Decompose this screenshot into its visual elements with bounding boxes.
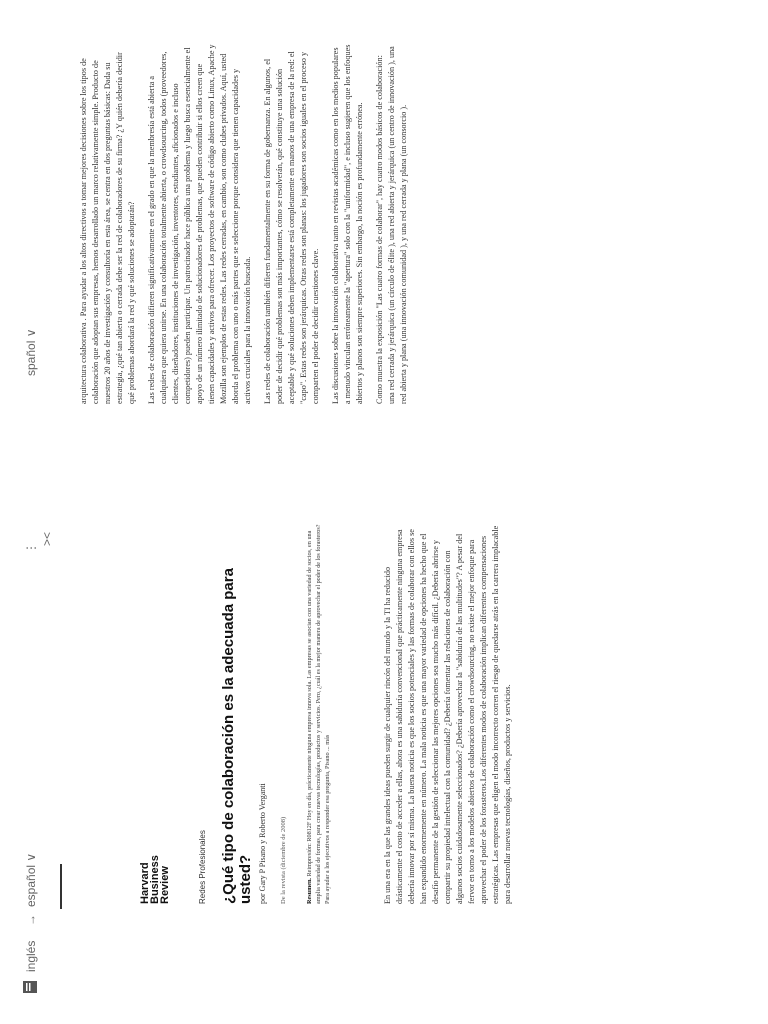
paragraph: Las discusiones sobre la innovación colaborativa tanto en revistas académicas como en los medios populares a menudo vinculan erróneamente la "apertura" solo con la "uniformidad", e incluso sugieren que los enfoques abiertos y planos son siempre superiores. Sin embargo, la noción es profundamente errónea.	[331, 44, 364, 404]
page-language-select[interactable]: spañol ∨	[24, 328, 38, 376]
article-summary: Resumen. Reimpresión: R0812F Hoy en día, prácticamente ninguna empresa innova sola. Las empresas se asocian con una variedad de socios, en una amplia variedad de formas, para crear nuevas tecnologías, productos y servicios. Pero, ¿cuál es la mejor manera de aprovechar el poder de los forasteros? Para ayudar a los ejecutivos a responder esa pregunta, Pisano ... más	[306, 524, 331, 904]
menu-icon[interactable]: ⋮	[24, 542, 38, 554]
document-icon	[22, 980, 38, 994]
right-page	[78, 44, 418, 404]
article-reference: De la revista (diciembre de 2008)	[280, 816, 287, 904]
hbr-logo: Harvard Business Review	[139, 855, 171, 904]
source-language[interactable]: inglés	[24, 940, 38, 972]
article-authors: por Gary P Pisano y Roberto Verganti	[258, 783, 267, 904]
series-label: Redes Profesionales	[198, 830, 207, 904]
article-title: ¿Qué tipo de colaboración es la adecuada para usted?	[220, 568, 254, 904]
paragraph: Las redes de colaboración también difieren fundamentalmente en su forma de gobernanza. En algunos, el poder de decidir qué problemas son más importantes, cómo se resolverán, qué constituye una solución aceptable y qué soluciones deben implementarse está completamente en manos de una empresa de la red: el "capo". Estas redes son jerárquicas. Otras redes son planas: los jugadores son socios iguales en el proceso y comparten el poder de decidir cuestiones clave.	[263, 51, 320, 404]
paragraph: Las redes de colaboración difieren significativamente en el grado en que la membresía está abierta a cualquiera que quiera unirse. En una colaboración totalmente abierta, o crowdsourcing, todos (proveedores, clientes, diseñadores, instituciones de investigación, inventores, estudiantes, aficionados e incluso competidores) pueden participar. Un patrocinador hace pública una problema y luego busca esencialmente el apoyo de un número ilimitado de solucionadores de problemas, que pueden contribuir si ellos creen que tienen capacidades y activos para ofrecer. Los proyectos de software de código abierto como Linux, Apache y Mozilla son ejemplos de estas redes. Las redes cerradas, en cambio, son como clubes privados. Aquí, usted aborda el problema con uno o más partes que se seleccione porque considera que tienen capacidades y activos cruciales para la innovación buscada.	[147, 44, 252, 404]
translation-toolbar	[0, 0, 70, 1024]
target-language-select[interactable]: español ∨	[24, 852, 38, 907]
active-language-underline	[60, 864, 62, 909]
paragraph: arquitectura colaborativa . Para ayudar a los altos directivos a tomar mejores decisiones sobre los tipos de colaboración que adoptan sus empresas, hemos desarrollado un marco relativamente simple. Producto de nuestros 20 años de investigación y consultoría en esta área, se centra en dos preguntas básicas: Dada su estrategia, ¿qué tan abierta o cerrada debe ser la red de colaboradores de su firma? ¿Y quién debería decidir qué problemas abordará la red y qué soluciones se adoptarán?	[79, 52, 136, 404]
paragraph: Como muestra la exposición "Las cuatro formas de colaborar", hay cuatro modos básicos de colaboración: una red cerrada y jerárquica (un círculo de élite ), una red abierta y jerárquica (un centro de innovación ), una red abierta y plana (una innovación comunidad ), y una red cerrada y plana (un consorcio ).	[375, 46, 408, 404]
collapse-icon[interactable]: ><	[40, 531, 54, 546]
article-body-left: En una era en la que las grandes ideas pueden surgir de cualquier rincón del mundo y la TI ha reducido drásticamente el costo de acceder a ellas, ahora es una sabiduría convencional que prácticamente ninguna empresa debería innovar por sí misma. La buena noticia es que los socios potenciales y las formas de colaborar con ellos se han expandido enormemente en número. La mala noticia es que una mayor variedad de opciones ha hecho que el desafío permanente de la gestión de seleccionar las mejores opciones sea mucho más difícil. ¿Debería abrirse y compartir su propiedad intelectual con la comunidad? ¿Debería fomentar las relaciones de colaboración con algunos socios cuidadosamente seleccionados? ¿Debería aprovechar la "sabiduría de las multitudes"? A pesar del fervor en torno a los modelos abiertos de colaboración como el crowdsourcing, no existe el mejor enfoque para aprovechar el poder de los forasteros.Los diferentes modos de colaboración implican diferentes compensaciones estratégicas. Las empresas que eligen el modo incorrecto corren el riesgo de quedarse atrás en la carrera implacable para desarrollar nuevas tecnologías, diseños, productos y servicios.	[383, 525, 512, 904]
arrow-icon: →	[24, 914, 38, 926]
